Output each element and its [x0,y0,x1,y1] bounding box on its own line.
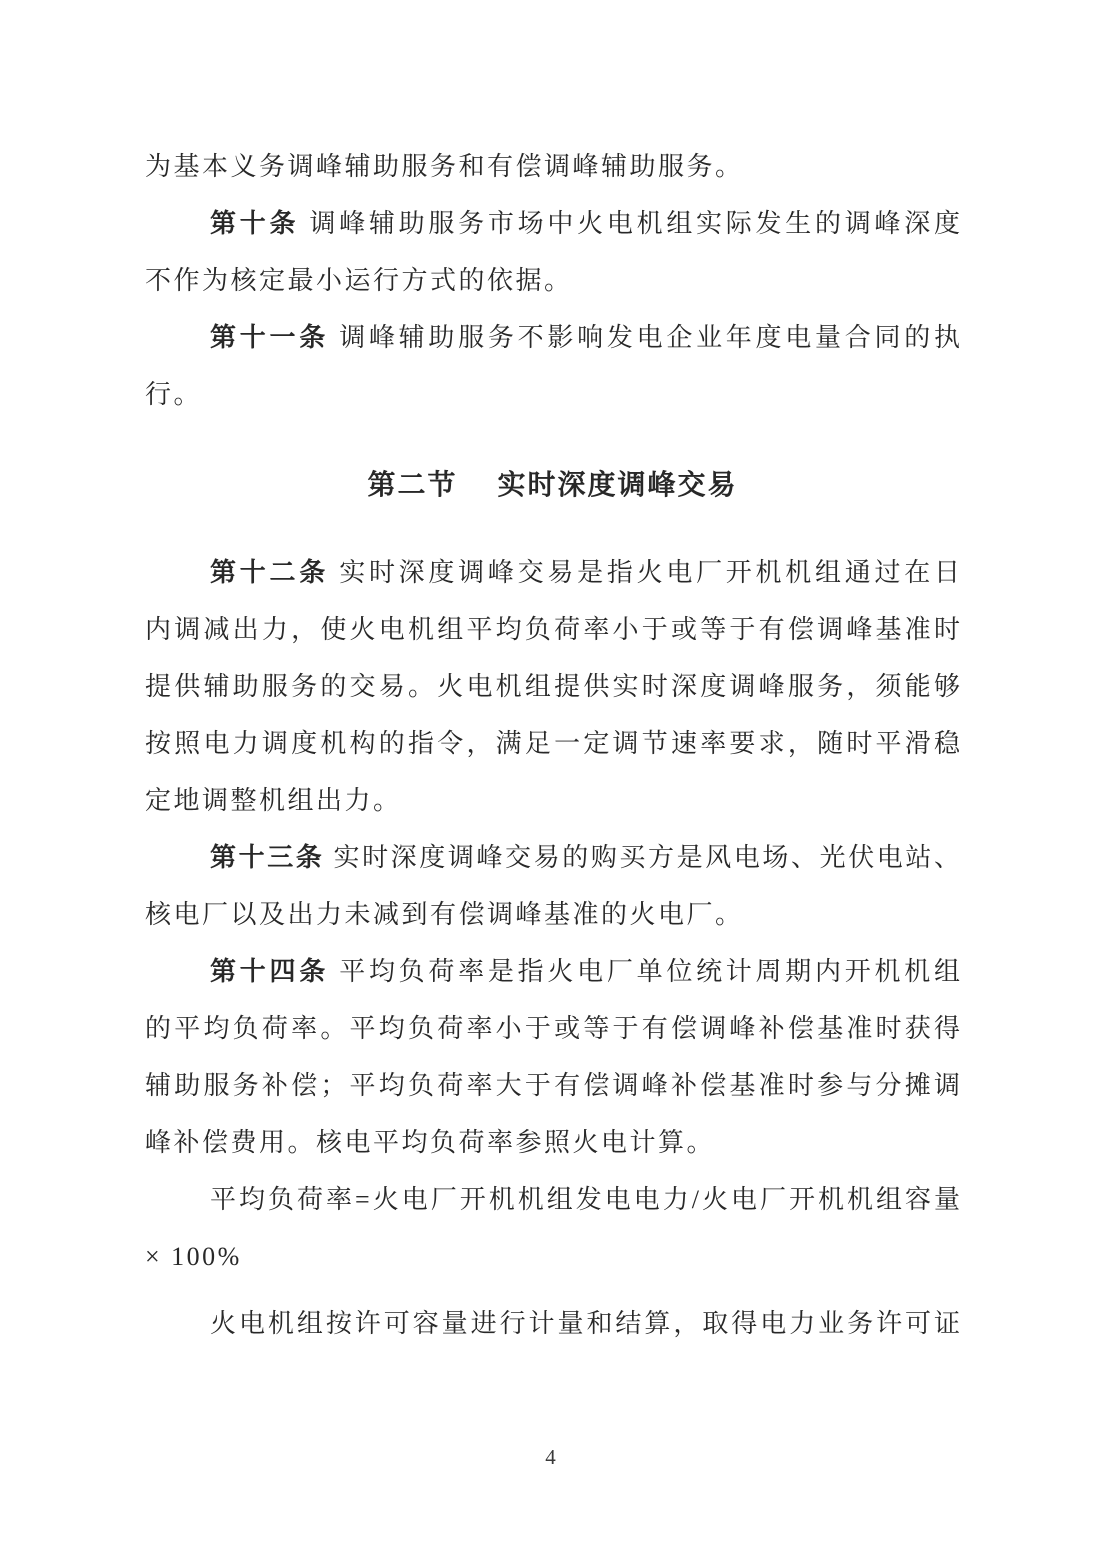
text-segment: 行。 [145,380,203,409]
text-line [145,138,960,195]
text-segment: 调峰辅助服务市场中火电机组实际发生的调峰深度 [299,209,960,238]
text-line [145,1057,960,1114]
text-line [145,1000,960,1057]
article-number: 第十三条 [210,843,325,872]
text-line [145,1295,960,1352]
section-heading [145,457,960,514]
text-segment: 火电机组按许可容量进行计量和结算，取得电力业务许可证 [210,1309,960,1338]
article-number: 第十条 [210,209,300,238]
article-number: 第十二条 [210,558,329,587]
section-heading-title: 实时深度调峰交易 [497,470,738,501]
text-segment: 实时深度调峰交易是指火电厂开机机组通过在日 [328,558,960,587]
text-line [145,195,960,252]
text-line [145,772,960,829]
text-line [145,1228,960,1285]
text-line [145,829,960,886]
text-line [145,366,960,423]
text-line [145,601,960,658]
text-segment: 按照电力调度机构的指令，满足一定调节速率要求，随时平滑稳 [145,729,960,758]
article-number: 第十四条 [210,957,329,986]
text-segment: 为基本义务调峰辅助服务和有偿调峰辅助服务。 [145,152,744,181]
text-segment: 提供辅助服务的交易。火电机组提供实时深度调峰服务，须能够 [145,672,960,701]
text-line [145,1114,960,1171]
document-body [145,138,960,1352]
text-segment: 内调减出力，使火电机组平均负荷率小于或等于有偿调峰基准时 [145,615,960,644]
text-segment: 平均负荷率是指火电厂单位统计周期内开机机组 [328,957,960,986]
text-line [145,886,960,943]
text-segment: 实时深度调峰交易的购买方是风电场、光伏电站、 [324,843,960,872]
text-segment: 定地调整机组出力。 [145,786,402,815]
text-line [145,252,960,309]
text-segment: 调峰辅助服务不影响发电企业年度电量合同的执 [328,323,960,352]
text-segment: 的平均负荷率。平均负荷率小于或等于有偿调峰补偿基准时获得 [145,1014,960,1043]
text-segment: 辅助服务补偿；平均负荷率大于有偿调峰补偿基准时参与分摊调 [145,1071,960,1100]
text-segment: 峰补偿费用。核电平均负荷率参照火电计算。 [145,1128,716,1157]
text-segment: 核电厂以及出力未减到有偿调峰基准的火电厂。 [145,900,744,929]
text-line [145,309,960,366]
text-line [145,658,960,715]
page-number: 4 [545,1445,556,1469]
article-number: 第十一条 [210,323,329,352]
text-line [145,715,960,772]
text-line [145,544,960,601]
text-segment: 不作为核定最小运行方式的依据。 [145,266,573,295]
section-heading-label: 第二节 [367,470,458,501]
text-line [145,1171,960,1228]
text-line [145,943,960,1000]
text-segment: × 100% [145,1242,242,1271]
text-segment: 平均负荷率=火电厂开机机组发电电力/火电厂开机机组容量 [210,1185,960,1214]
